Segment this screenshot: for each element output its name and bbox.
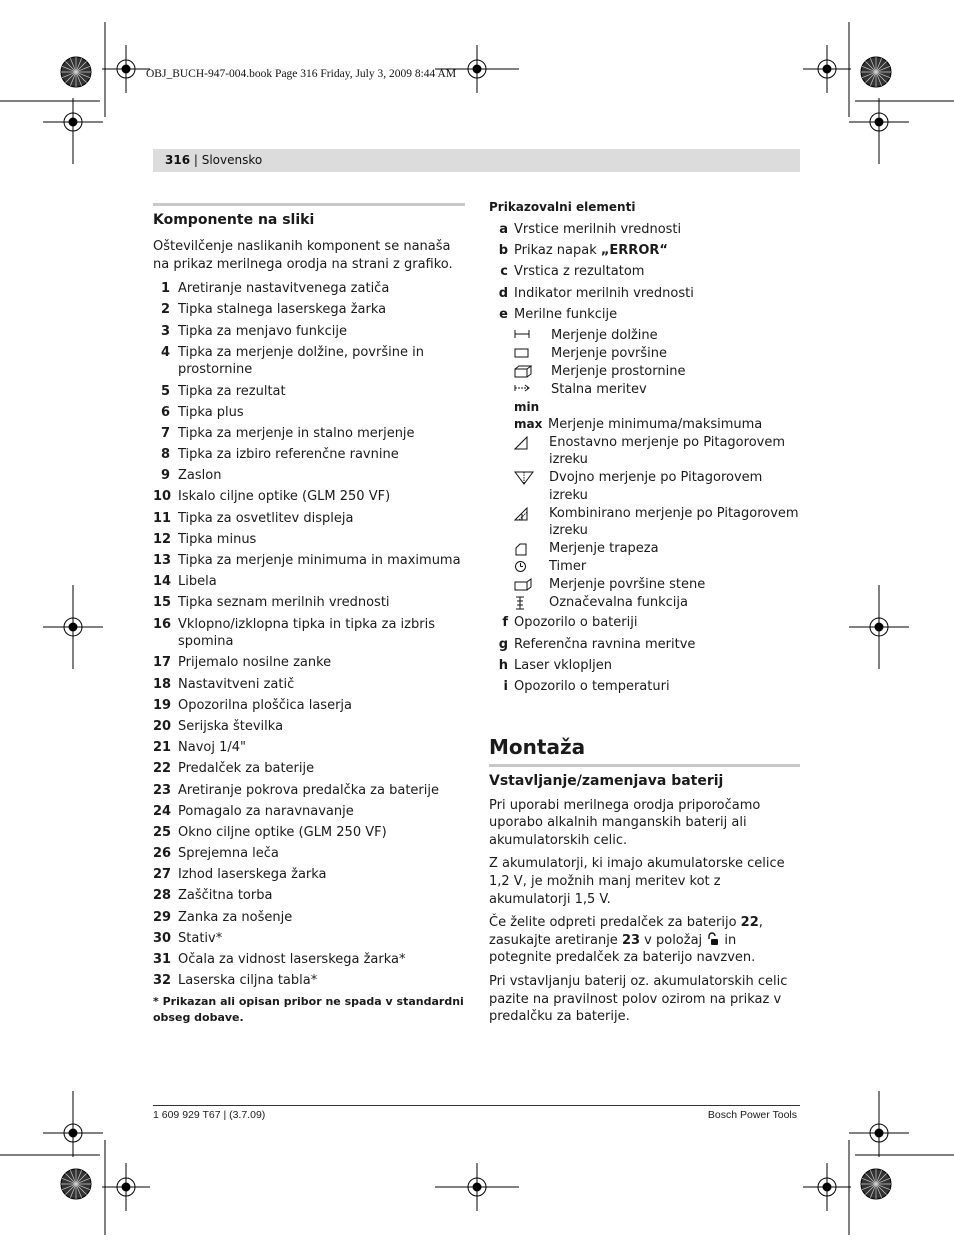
display-item-letter: b (498, 243, 508, 259)
sub-title: Vstavljanje/zamenjava baterij (489, 772, 724, 789)
function-text: Merjenje površine (551, 345, 668, 361)
list-item (153, 488, 465, 506)
list-item (153, 425, 465, 443)
display-item-letter: f (502, 615, 508, 631)
item-text: Sprejemna leča (178, 846, 279, 862)
item-number: 30 (153, 930, 172, 946)
continuous-icon (514, 381, 551, 399)
item-text: Aretiranje nastavitvenega zatiča (178, 281, 390, 297)
list-item (153, 654, 465, 672)
item-number: 23 (153, 782, 172, 798)
display-item (489, 678, 800, 696)
display-item-text: Vrstica z rezultatom (514, 264, 645, 280)
function-text: Merjenje dolžine (551, 327, 658, 343)
list-item (153, 510, 465, 528)
item-text: Tipka minus (178, 531, 257, 547)
item-number: 18 (153, 676, 172, 692)
item-text: Zaslon (178, 468, 222, 484)
item-number: 7 (160, 425, 170, 441)
display-list (489, 221, 800, 323)
display-item (489, 285, 800, 303)
item-number: 10 (153, 489, 172, 505)
item-text: Navoj 1/4" (178, 740, 246, 756)
display-item-letter: a (499, 222, 508, 237)
list-item (153, 301, 465, 319)
item-text: Tipka seznam merilnih vrednosti (178, 595, 390, 611)
component-list (153, 280, 465, 990)
display-item (489, 221, 800, 239)
item-number: 15 (153, 595, 172, 611)
length-icon (514, 327, 551, 345)
timer-icon (514, 558, 549, 576)
right-column (489, 199, 800, 1026)
item-text: Očala za vidnost laserskega žarka* (178, 952, 406, 967)
trapezoid-icon (514, 540, 549, 558)
item-text: Tipka za izbiro referenčne ravnine (178, 447, 399, 463)
list-item (153, 573, 465, 591)
display-item-letter: e (499, 306, 508, 322)
item-number: 21 (153, 740, 172, 756)
list-item (153, 280, 465, 298)
display-title: Prikazovalni elementi (489, 200, 636, 214)
list-item (153, 467, 465, 485)
para-3-ref-22: 22 (740, 915, 759, 931)
function-item (489, 540, 800, 558)
footer-brand: Bosch Power Tools (707, 1109, 797, 1121)
item-text: Laserska ciljna tabla* (178, 973, 318, 989)
list-item (153, 718, 465, 736)
list-item (153, 782, 465, 800)
item-number: 22 (153, 761, 172, 777)
item-text: Tipka za merjenje dolžine, površine in prostornine (178, 344, 424, 378)
item-text: Stativ* (178, 930, 223, 946)
item-text: Serijska številka (178, 718, 284, 734)
display-item-text: Opozorilo o bateriji (514, 615, 638, 631)
function-text: Dvojno merjenje po Pitagorovem izreku (549, 470, 763, 503)
function-list (489, 327, 800, 398)
item-number: 2 (160, 302, 170, 318)
item-number: 31 (153, 952, 172, 967)
function-item (489, 469, 800, 504)
list-item (153, 739, 465, 757)
function-text: Enostavno merjenje po Pitagorovem izreku (549, 434, 785, 468)
list-item (153, 404, 465, 422)
item-number: 27 (153, 867, 172, 883)
item-number: 17 (153, 655, 172, 671)
para-1: Pri uporabi merilnega orodja priporočamo uporabo alkalnih manganskih baterij ali akumulatorskih celic. (489, 797, 761, 848)
list-item (153, 344, 465, 379)
display-item (489, 242, 800, 260)
item-number: 6 (160, 404, 170, 420)
function-text: Merjenje prostornine (551, 363, 686, 379)
item-text: Iskalo ciljne optike (GLM 250 VF) (178, 489, 391, 505)
function-text: Merjenje površine stene (549, 576, 706, 592)
item-text: Tipka plus (178, 404, 244, 420)
function-text: Kombinirano merjenje po Pitagorovem izreku (549, 505, 799, 539)
list-item (153, 697, 465, 715)
item-text: Libela (178, 574, 217, 590)
function-text: Merjenje trapeza (549, 541, 659, 557)
para-3 (489, 914, 800, 967)
pythagoras-simple-icon (514, 434, 549, 469)
footer-code: 1 609 929 T67 | (3.7.09) (153, 1109, 266, 1121)
display-item-text: Referenčna ravnina meritve (514, 636, 696, 652)
minmax-text: Merjenje minimuma/maksimuma (548, 417, 763, 433)
item-text: Zanka za nošenje (178, 909, 293, 925)
display-item-letter: h (498, 657, 508, 673)
min-label: min (514, 399, 540, 414)
page-header (153, 149, 800, 172)
item-text: Izhod laserskega žarka (178, 867, 327, 883)
item-text: Okno ciljne optike (GLM 250 VF) (178, 824, 387, 840)
pythagoras-double-icon (514, 469, 549, 504)
list-item (153, 887, 465, 905)
function-text: Stalna meritev (551, 381, 647, 397)
wall-area-icon (514, 576, 549, 594)
para-2: Z akumulatorji, ki imajo akumulatorske celice 1,2 V, je možnih manj meritev kot z akumulatorji 1,5 V. (489, 856, 785, 907)
function-item (489, 345, 800, 363)
display-item-letter: i (503, 678, 508, 694)
item-number: 14 (153, 574, 172, 590)
main-title: Montaža (489, 734, 586, 759)
item-number: 26 (153, 846, 172, 862)
display-item (489, 614, 800, 632)
display-item-letter: d (498, 285, 508, 301)
left-column (153, 203, 465, 1026)
section-rule (153, 203, 465, 206)
function-item (489, 381, 800, 399)
item-text: Tipka za menjavo funkcije (178, 323, 347, 339)
item-number: 32 (153, 973, 172, 989)
item-number: 1 (160, 281, 170, 297)
para-3-c: , zasukajte aretiranje (489, 915, 763, 948)
para-3-a: Če želite odpreti predalček za baterijo (489, 915, 741, 931)
list-item (153, 930, 465, 948)
list-item (153, 616, 465, 651)
item-number: 29 (153, 909, 172, 925)
pythagoras-combined-icon (514, 505, 549, 540)
list-item (153, 803, 465, 821)
display-item (489, 657, 800, 675)
item-number: 28 (153, 888, 172, 904)
page-number: 316 (165, 153, 191, 167)
display-item-text: Indikator merilnih vrednosti (514, 285, 694, 301)
item-text: Prijemalo nosilne zanke (178, 655, 332, 671)
item-text: Nastavitveni zatič (178, 676, 295, 692)
item-text: Aretiranje pokrova predalčka za baterije (178, 782, 439, 798)
item-number: 4 (160, 344, 170, 360)
function-item (489, 576, 800, 594)
display-item (489, 636, 800, 654)
list-item (153, 824, 465, 842)
function-item (489, 594, 800, 612)
item-number: 19 (153, 697, 172, 713)
list-item (153, 972, 465, 990)
list-item (153, 845, 465, 863)
item-number: 5 (160, 383, 170, 399)
item-number: 12 (153, 531, 172, 547)
list-item (153, 760, 465, 778)
display-item (489, 306, 800, 324)
para-3-f: in potegnite predalček za baterijo navzven. (489, 932, 756, 966)
print-info: OBJ_BUCH-947-004.book Page 316 Friday, July 3, 2009 8:44 AM (146, 68, 457, 80)
item-text: Tipka stalnega laserskega žarka (178, 302, 387, 318)
display-item (489, 263, 800, 281)
area-icon (514, 345, 551, 363)
display-item-text: Opozorilo o temperaturi (514, 678, 670, 694)
item-text: Zaščitna torba (178, 888, 273, 904)
display-item-letter: g (498, 636, 508, 652)
marking-icon (514, 594, 549, 612)
item-number: 25 (153, 824, 172, 840)
list-item (153, 446, 465, 464)
display-item-letter: c (500, 264, 508, 280)
item-number: 24 (153, 803, 172, 819)
function-text: Timer (549, 559, 587, 575)
list-item (153, 866, 465, 884)
display-item-text: Laser vklopljen (514, 657, 612, 673)
section-title: Komponente na sliki (153, 212, 315, 228)
item-text: Pomagalo za naravnavanje (178, 803, 354, 819)
function-item (489, 363, 800, 381)
display-item-text: Merilne funkcije (514, 306, 618, 322)
header-separator: | (190, 153, 202, 167)
unlock-icon (706, 932, 720, 946)
max-label: max (514, 417, 543, 432)
display-item-text: Vrstice merilnih vrednosti (514, 222, 682, 237)
list-item (153, 323, 465, 341)
intro-text: Oštevilčenje naslikanih komponent se nanaša na prikaz merilnega orodja na strani z grafiko. (153, 239, 453, 272)
volume-icon (514, 363, 551, 381)
function-list-2 (489, 434, 800, 612)
list-item (153, 909, 465, 927)
footnote: * Prikazan ali opisan pribor ne spada v standardni obseg dobave. (153, 994, 464, 1024)
list-item (153, 951, 465, 969)
display-item-text: Prikaz napak „ERROR“ (514, 243, 668, 259)
para-3-e: v položaj (640, 932, 707, 948)
minmax-item (489, 399, 800, 434)
list-item (153, 594, 465, 612)
list-item (153, 531, 465, 549)
item-text: Tipka za merjenje in stalno merjenje (178, 425, 415, 441)
item-number: 16 (153, 616, 172, 632)
item-text: Tipka za osvetlitev displeja (178, 510, 354, 526)
item-number: 3 (160, 323, 170, 339)
list-item (153, 383, 465, 401)
item-number: 8 (160, 447, 170, 463)
footer-rule (153, 1105, 800, 1106)
function-item (489, 505, 800, 540)
function-item (489, 434, 800, 469)
function-item (489, 327, 800, 345)
para-4: Pri vstavljanju baterij oz. akumulatorskih celic pazite na pravilnost polov ozirom na prikaz v predalčku za baterije. (489, 973, 788, 1025)
header-language: Slovensko (201, 153, 263, 167)
list-item (153, 676, 465, 694)
item-text: Predalček za baterije (178, 761, 315, 777)
function-item (489, 558, 800, 576)
item-text: Tipka za rezultat (178, 383, 286, 399)
item-text: Tipka za merjenje minimuma in maximuma (178, 553, 461, 569)
para-3-ref-23: 23 (621, 932, 641, 948)
item-text: Vklopno/izklopna tipka in tipka za izbris spomina (178, 616, 435, 650)
list-item (153, 552, 465, 570)
item-number: 13 (153, 553, 172, 569)
display-list-2 (489, 614, 800, 695)
item-number: 9 (160, 468, 170, 484)
main-rule (489, 764, 800, 767)
item-number: 11 (153, 510, 172, 526)
item-number: 20 (153, 718, 172, 734)
item-text: Opozorilna ploščica laserja (178, 697, 352, 713)
function-text: Označevalna funkcija (549, 594, 688, 610)
